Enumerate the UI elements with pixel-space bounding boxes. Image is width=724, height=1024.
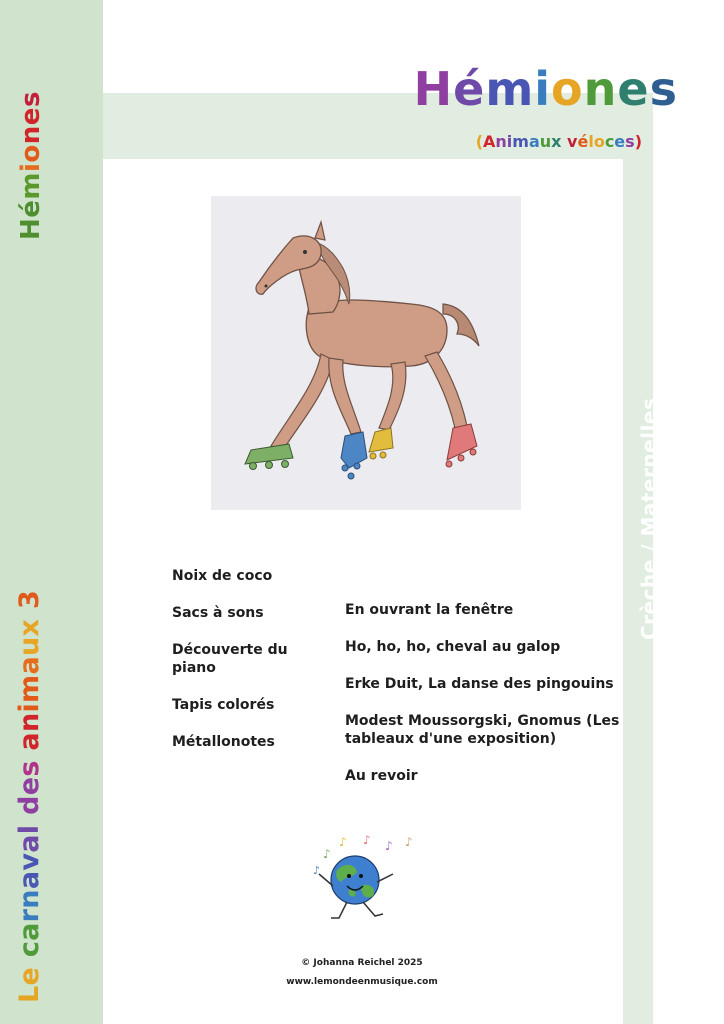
title-letter: H [16, 217, 46, 240]
title-letter: m [485, 62, 535, 116]
activity-item: Découverte du piano [172, 642, 288, 676]
title-letter: s [649, 62, 678, 116]
title-letter: H [413, 62, 454, 116]
song-item: Ho, ho, ho, cheval au galop [345, 639, 561, 655]
page-subtitle [476, 132, 642, 151]
title-letter: c [604, 132, 615, 151]
title-letter: a [528, 132, 540, 151]
title-letter: A [483, 132, 496, 151]
title-letter: a [14, 922, 45, 941]
title-letter: d [14, 795, 45, 815]
svg-text:♪: ♪ [405, 835, 413, 849]
globe-logo [305, 830, 435, 930]
title-letter: e [16, 107, 46, 126]
activities-list [172, 567, 302, 751]
title-letter [14, 751, 45, 761]
title-letter: ) [634, 132, 642, 151]
title-letter: n [16, 125, 46, 145]
svg-text:♪: ♪ [363, 833, 371, 847]
title-letter: i [534, 62, 552, 116]
title-letter: v [567, 132, 578, 151]
song-item: Modest Moussorgski, Gnomus (Les tableaux d'une exposition) [345, 713, 620, 747]
website-url: www.lemondeenmusique.com [286, 977, 438, 987]
horse-illustration [211, 196, 521, 510]
title-letter: o [593, 132, 605, 151]
songs-list [345, 601, 625, 785]
title-letter: u [539, 132, 552, 151]
side-title [16, 91, 46, 240]
title-letter: x [551, 132, 562, 151]
title-letter: m [14, 674, 45, 703]
page-title [414, 62, 678, 116]
svg-text:♪: ♪ [313, 864, 321, 877]
title-letter: e [14, 776, 45, 796]
copyright-text: © Johanna Reichel 2025 [301, 958, 423, 968]
svg-text:♪: ♪ [385, 839, 393, 853]
title-letter: n [495, 132, 507, 151]
title-letter: a [14, 655, 45, 675]
title-letter: l [588, 132, 594, 151]
title-letter: s [14, 760, 45, 777]
title-letter: a [14, 870, 45, 890]
title-letter: L [14, 985, 45, 1003]
title-letter: e [14, 966, 45, 986]
title-letter: v [14, 852, 45, 871]
audience-label: Crèche / Maternelles [637, 397, 661, 640]
title-letter: i [506, 132, 513, 151]
horse-drawing [211, 196, 521, 510]
title-letter: i [16, 162, 46, 172]
activity-item: Métallonotes [172, 734, 275, 750]
song-item: En ouvrant la fenêtre [345, 602, 514, 618]
svg-text:♪: ♪ [339, 835, 347, 849]
yellow-skate [369, 428, 393, 459]
title-letter: 3 [14, 589, 45, 610]
title-letter: é [453, 62, 486, 116]
green-skate [245, 444, 293, 470]
title-letter: ( [475, 132, 483, 151]
blue-skate [341, 432, 367, 479]
title-letter: s [625, 132, 635, 151]
dancing-globe-icon [305, 830, 435, 930]
song-item: Erke Duit, La danse des pingouins [345, 676, 614, 692]
title-letter: é [16, 199, 46, 218]
red-skate [446, 424, 477, 467]
title-letter: e [614, 132, 626, 151]
title-letter: o [16, 144, 46, 163]
activity-item: Sacs à sons [172, 605, 264, 621]
title-letter [14, 609, 45, 619]
title-letter: m [512, 132, 529, 151]
title-letter: i [14, 702, 45, 713]
title-letter: r [14, 908, 45, 923]
title-letter: m [16, 172, 46, 200]
title-letter: n [14, 889, 45, 909]
title-letter: é [577, 132, 589, 151]
activity-item: Tapis colorés [172, 697, 275, 713]
title-letter: s [16, 91, 46, 108]
activity-item: Noix de coco [172, 568, 273, 584]
title-letter: a [14, 834, 45, 853]
title-letter: u [14, 636, 45, 656]
title-letter [14, 815, 45, 825]
title-letter: n [14, 712, 45, 733]
song-item: Au revoir [345, 768, 418, 784]
title-letter: e [617, 62, 650, 116]
title-letter: c [14, 940, 45, 958]
title-letter: n [583, 62, 618, 116]
title-letter: l [14, 824, 45, 835]
series-title [14, 590, 45, 1003]
title-letter: o [551, 62, 584, 116]
title-letter: a [14, 732, 45, 751]
title-letter: x [14, 618, 45, 637]
svg-text:♪: ♪ [323, 847, 331, 861]
